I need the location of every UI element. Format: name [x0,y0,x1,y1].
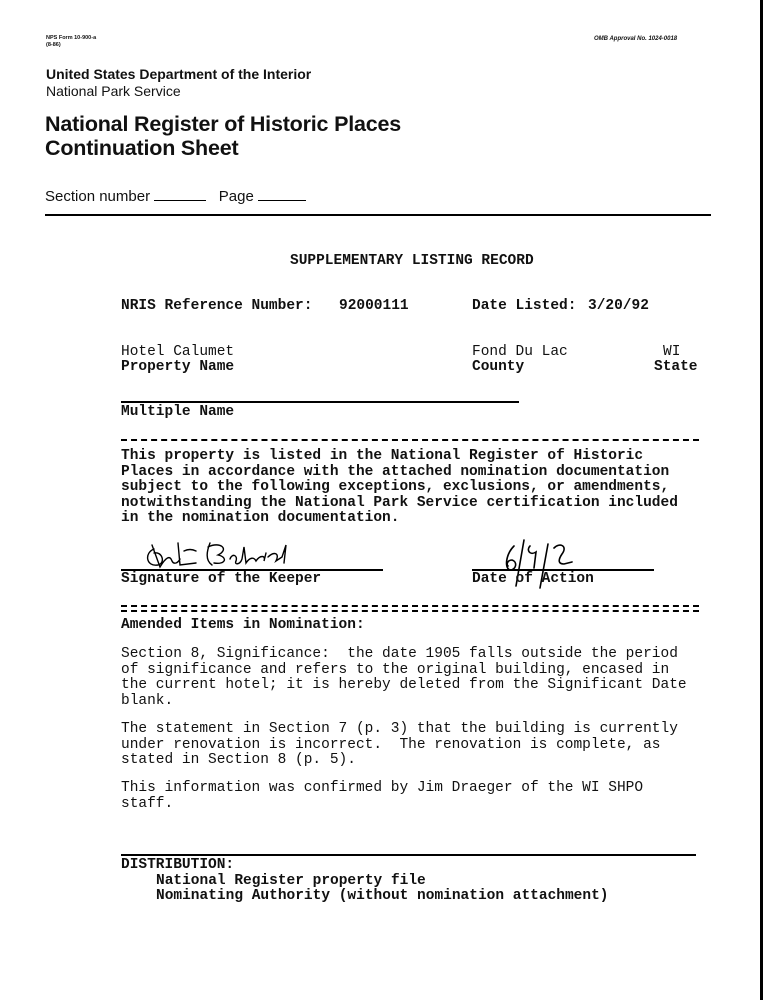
nris-label: NRIS Reference Number: [121,298,313,314]
signature-label: Signature of the Keeper [121,571,322,587]
omb-approval: OMB Approval No. 1024-0018 [594,36,678,42]
page-title: National Register of Historic Places Continuation Sheet [45,112,402,160]
property-name-value: Hotel Calumet [121,344,235,360]
date-listed-value: 3/20/92 [588,298,649,314]
county-label: County [472,359,525,375]
amendment-confirmation: This information was confirmed by Jim Draeger of the WI SHPO staff. [121,780,644,812]
property-name-label: Property Name [121,359,235,375]
section-page-line [45,186,306,205]
distribution-item: Nominating Authority (without nomination attachment) [156,888,609,904]
dashed-divider [121,439,699,441]
distribution-item: National Register property file [156,873,426,889]
amendment-significance: Section 8, Significance: the date 1905 falls outside the period of significance and refers to the original building, encased in the current hotel; it is hereby deleted from the Significant Date blank. [121,646,687,709]
date-listed-label: Date Listed: [472,298,577,314]
double-divider-bottom [121,610,699,612]
nris-value: 92000111 [339,298,409,314]
page-number-blank [258,186,306,201]
amended-heading: Amended Items in Nomination: [121,617,365,633]
amendment-renovation: The statement in Section 7 (p. 3) that the building is currently under renovation is incorrect. The renovation is complete, as stated in Section 8 (p. 5). [121,721,678,768]
state-value: WI [663,344,681,360]
record-heading: SUPPLEMENTARY LISTING RECORD [290,253,534,269]
state-label: State [654,359,698,375]
distribution-heading: DISTRIBUTION: [121,857,235,873]
department-name: United States Department of the Interior National Park Service [46,66,312,99]
header-rule [45,214,711,216]
distribution-rule [121,854,696,856]
certification-text: This property is listed in the National Register of Historic Places in accordance with the attached nomination documentation subject to the following exceptions, exclusions, or amendments, notwithstanding the National Park Service certification included in the nomination documentation. [121,448,678,526]
page-label: Page [218,188,254,205]
date-of-action-label: Date of Action [472,571,594,587]
form-number: NPS Form 10-900-a (8-86) [46,35,97,48]
keeper-signature [140,537,300,571]
multiple-name-label: Multiple Name [121,404,235,420]
double-divider-top [121,605,699,607]
multiple-name-line [121,401,519,403]
section-number-label: Section number [45,188,151,205]
county-value: Fond Du Lac [472,344,568,360]
section-number-blank [154,186,206,201]
